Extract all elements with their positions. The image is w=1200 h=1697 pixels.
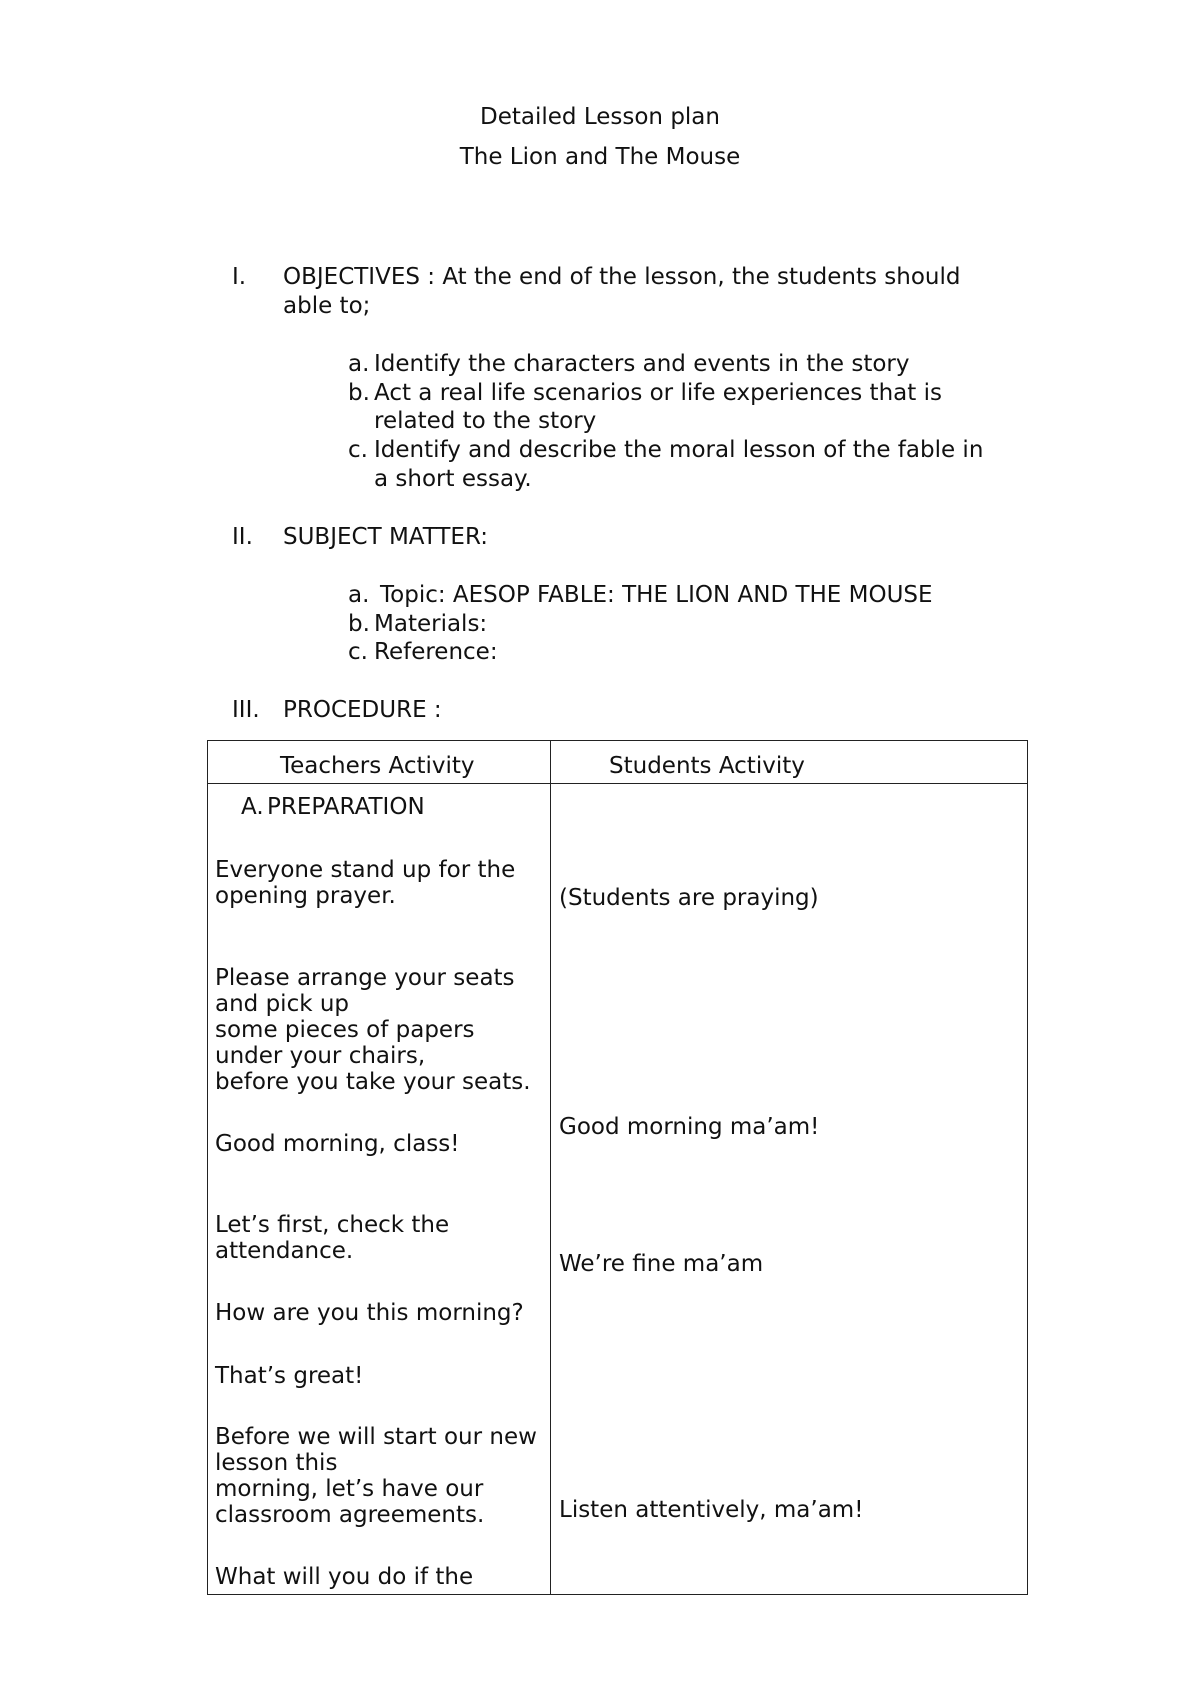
objective-text-cont: a short essay. [374,466,532,492]
teacher-line: under your chairs, [215,1043,426,1069]
student-line: We’re fine ma’am [559,1251,764,1277]
teacher-line: some pieces of papers [215,1017,475,1043]
subject-letter: b. [348,611,370,637]
teacher-line: classroom agreements. [215,1502,485,1528]
subject-text: Topic: AESOP FABLE: THE LION AND THE MOUSE [380,582,933,608]
teacher-line: What will you do if the [215,1564,474,1590]
objectives-heading-line2: able to; [283,293,371,319]
objective-text-cont: related to the story [374,408,597,434]
subject-text: Materials: [374,611,488,637]
student-header: Students Activity [609,753,805,779]
teacher-line: How are you this morning? [215,1300,524,1326]
subject-letter: a. [348,582,370,608]
procedure-heading: PROCEDURE : [283,697,442,723]
teacher-line: opening prayer. [215,883,396,909]
teacher-line: Let’s first, check the [215,1212,450,1238]
teacher-line: That’s great! [215,1363,364,1389]
objective-letter: b. [348,380,370,406]
teacher-line: Before we will start our new [215,1424,537,1450]
objective-letter: c. [348,437,368,463]
objective-text: Act a real life scenarios or life experiences that is [374,380,942,406]
teacher-header-cell [208,741,551,784]
teacher-line: before you take your seats. [215,1069,531,1095]
preparation-label: PREPARATION [267,794,425,820]
student-line: Good morning ma’am! [559,1114,820,1140]
student-line: Listen attentively, ma’am! [559,1497,864,1523]
subject-text: Reference: [374,639,498,665]
subject-matter-numeral: II. [232,524,253,550]
objective-letter: a. [348,351,370,377]
subject-matter-heading: SUBJECT MATTER: [283,524,488,550]
teacher-line: Good morning, class! [215,1131,460,1157]
teacher-header: Teachers Activity [280,753,475,779]
objectives-heading-line1: OBJECTIVES : At the end of the lesson, the students should [283,264,961,290]
student-line: (Students are praying) [559,885,819,911]
objectives-numeral: I. [232,264,247,290]
teacher-line: lesson this [215,1450,338,1476]
procedure-table [207,740,1028,1595]
student-activity-cell [551,784,1028,1595]
teacher-line: Please arrange your seats [215,965,515,991]
objective-text: Identify the characters and events in the story [374,351,910,377]
teacher-line: attendance. [215,1238,354,1264]
teacher-activity-cell [208,784,551,1595]
objective-text: Identify and describe the moral lesson of the fable in [374,437,984,463]
teacher-line: and pick up [215,991,350,1017]
procedure-numeral: III. [232,697,260,723]
preparation-letter: A. [241,794,264,820]
teacher-line: Everyone stand up for the [215,857,516,883]
teacher-line: morning, let’s have our [215,1476,484,1502]
subject-letter: c. [348,639,368,665]
student-header-cell [551,741,1028,784]
document-title: Detailed Lesson plan [480,104,720,130]
document-subtitle: The Lion and The Mouse [459,144,741,170]
